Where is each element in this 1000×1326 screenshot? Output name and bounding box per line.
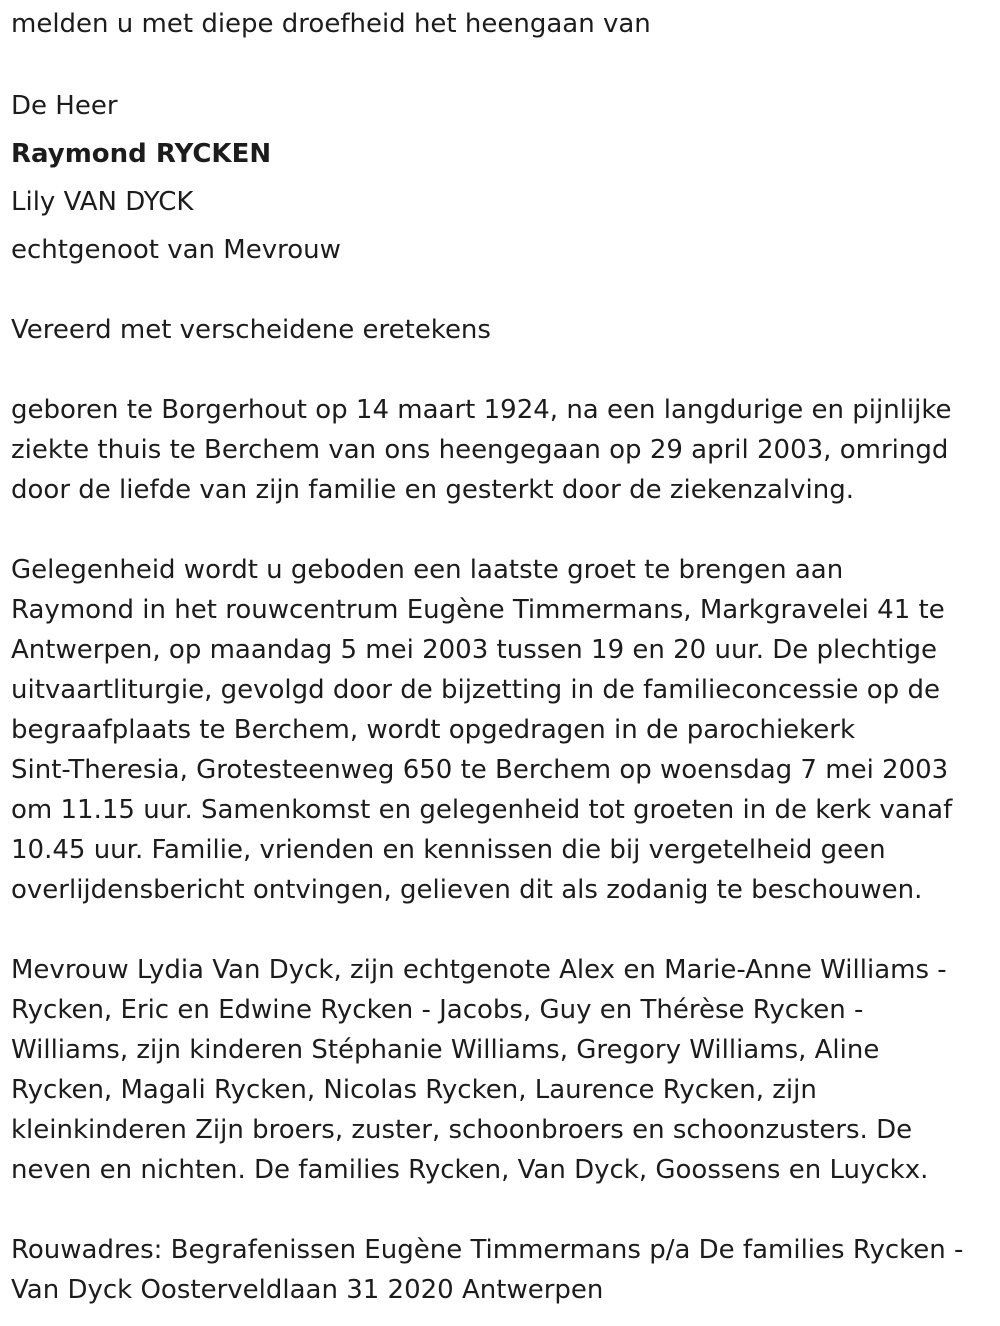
paragraph-line: Mevrouw Lydia Van Dyck, zijn echtgenote Alex en Marie-Anne Williams - xyxy=(11,955,947,985)
paragraph-line: Williams, zijn kinderen Stéphanie Williams, Gregory Williams, Aline xyxy=(11,1035,880,1065)
family-paragraph xyxy=(11,950,947,1190)
paragraph-line: ziekte thuis te Berchem van ons heengegaan op 29 april 2003, omringd xyxy=(11,435,949,465)
birth-death-paragraph xyxy=(11,390,952,510)
deceased-name: Raymond RYCKEN xyxy=(11,139,272,169)
paragraph-line: begraafplaats te Berchem, wordt opgedragen in de parochiekerk xyxy=(11,715,856,745)
paragraph-line: overlijdensbericht ontvingen, gelieven dit als zodanig te beschouwen. xyxy=(11,875,923,905)
honorific-title: De Heer xyxy=(11,91,118,121)
paragraph-line: geboren te Borgerhout op 14 maart 1924, na een langdurige en pijnlijke xyxy=(11,395,952,425)
paragraph-line: kleinkinderen Zijn broers, zuster, schoonbroers en schoonzusters. De xyxy=(11,1115,913,1145)
paragraph-line: om 11.15 uur. Samenkomst en gelegenheid tot groeten in de kerk vanaf xyxy=(11,795,953,825)
paragraph-line: Van Dyck Oosterveldlaan 31 2020 Antwerpen xyxy=(11,1275,604,1305)
honors-line: Vereerd met verscheidene eretekens xyxy=(11,315,491,345)
visitation-paragraph xyxy=(11,550,952,910)
paragraph-line: Raymond in het rouwcentrum Eugène Timmermans, Markgravelei 41 te xyxy=(11,595,945,625)
paragraph-line: Antwerpen, op maandag 5 mei 2003 tussen 19 en 20 uur. De plechtige xyxy=(11,635,937,665)
paragraph-line: Sint-Theresia, Grotesteenweg 650 te Berchem op woensdag 7 mei 2003 xyxy=(11,755,949,785)
partner-name: Lily VAN DYCK xyxy=(11,187,194,217)
intro-line: melden u met diepe droefheid het heengaan van xyxy=(11,9,651,39)
paragraph-line: door de liefde van zijn familie en gesterkt door de ziekenzalving. xyxy=(11,475,854,505)
paragraph-line: Rycken, Magali Rycken, Nicolas Rycken, Laurence Rycken, zijn xyxy=(11,1075,817,1105)
mourning-address-paragraph xyxy=(11,1230,963,1310)
spouse-line: echtgenoot van Mevrouw xyxy=(11,235,341,265)
paragraph-line: uitvaartliturgie, gevolgd door de bijzetting in de familieconcessie op de xyxy=(11,675,940,705)
paragraph-line: Rouwadres: Begrafenissen Eugène Timmermans p/a De families Rycken - xyxy=(11,1235,964,1265)
paragraph-line: Rycken, Eric en Edwine Rycken - Jacobs, Guy en Thérèse Rycken - xyxy=(11,995,864,1025)
paragraph-line: neven en nichten. De families Rycken, Van Dyck, Goossens en Luyckx. xyxy=(11,1155,929,1185)
paragraph-line: Gelegenheid wordt u geboden een laatste groet te brengen aan xyxy=(11,555,844,585)
paragraph-line: 10.45 uur. Familie, vrienden en kennissen die bij vergetelheid geen xyxy=(11,835,886,865)
